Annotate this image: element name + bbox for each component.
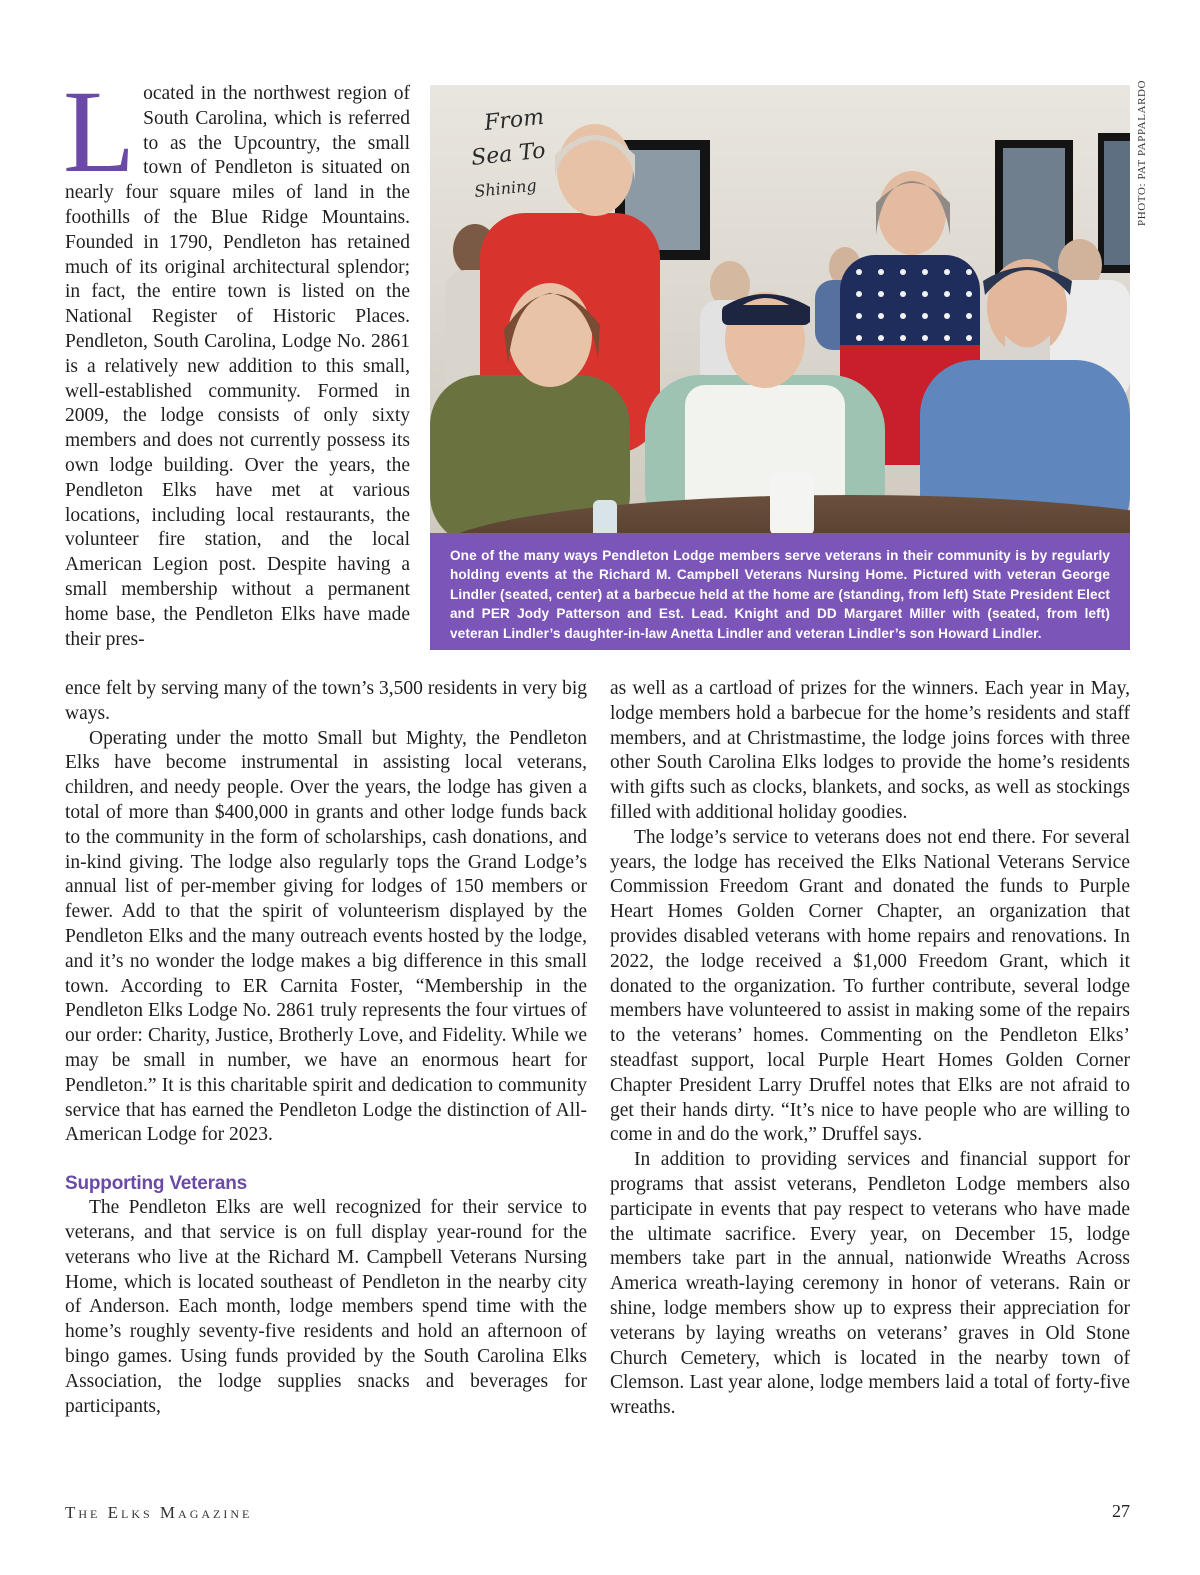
paragraph-4: The lodge’s service to veterans does not end there. For several years, the lodge has received the Elks National Veterans Service Commission Freedom Grant and donated the funds to Purple Heart Homes Golden Corner Chapter, an organization that provides disabled veterans with home repairs and renovations. In 2022, the lodge received a $1,000 Freedom Grant, which it donated to the organization. To further contribute, several lodge members have volunteered to assist in making some of the repairs to the veterans’ homes. Commenting on the Pendleton Elks’ steadfast support, local Purple Heart Homes Golden Corner Chapter President Larry Druffel notes that Elks are not afraid to get their hands dirty. “It’s nice to have people who are willing to come in and do the work,” Druffel says. — [610, 826, 1130, 1146]
lead-text-block — [63, 66, 410, 652]
photo-credit-text: PHOTO: PAT PAPPALARDO — [1136, 79, 1148, 226]
lead-paragraph — [63, 66, 410, 652]
article-photo — [430, 85, 1130, 533]
left-column — [65, 677, 587, 1419]
lead-paragraph-end: ence felt by serving many of the town’s 3,500 residents in very big ways. — [65, 678, 587, 724]
photo-credit — [1136, 79, 1150, 226]
photo-illustration — [430, 85, 1130, 533]
right-column — [610, 677, 1130, 1421]
footer-magazine-title: The Elks Magazine — [65, 1503, 253, 1522]
footer-page-number: 27 — [1112, 1501, 1130, 1521]
paragraph-3-continued: as well as a cartload of prizes for the winners. Each year in May, lodge members hold a barbecue for the home’s residents and staff members, and at Christmastime, the lodge joins forces with three other South Carolina Elks lodges to provide the home’s residents with gifts such as clocks, blankets, and socks, as well as stockings filled with additional holiday goodies. — [610, 678, 1130, 823]
svg-text:From: From — [483, 104, 546, 136]
svg-text:Sea To: Sea To — [470, 138, 547, 171]
lead-paragraph-text: ocated in the northwest region of South Carolina, which is referred to as the Upcountry, the small town of Pendleton is situated on nearly four square miles of land in the foothills of the Blue Ridge Mountains. Founded in 1790, Pendleton has retained much of its original architectural splendor; in fact, the entire town is listed on the National Register of Historic Places. Pendleton, South Carolina, Lodge No. 2861 is a relatively new addition to this small, well-established community. Formed in 2009, the lodge consists of only sixty members and does not currently possess its own lodge building. Over the years, the Pendleton Elks have met at various locations, including local restaurants, the volunteer fire station, and the local American Legion post. Despite having a small membership without a permanent home base, the Pendleton Elks have made their pres- — [65, 83, 410, 650]
paragraph-3: The Pendleton Elks are well recognized for their service to veterans, and that service is on full display year-round for the veterans who live at the Richard M. Campbell Veterans Nursing Home, which is located southeast of Pendleton in the nearby city of Anderson. Each month, lodge members spend time with the home’s roughly seventy-five residents and hold an afternoon of bingo games. Using funds provided by the South Carolina Elks Association, the lodge supplies snacks and beverages for participants, — [65, 1197, 587, 1417]
svg-text:Shining: Shining — [473, 175, 538, 201]
paragraph-5: In addition to providing services and financial support for programs that assist veterans, Pendleton Lodge members also participate in events that pay respect to veterans who have made the ultimate sacrifice. Every year, on December 15, lodge members take part in the annual, nationwide Wreaths Across America wreath-laying ceremony in honor of veterans. Rain or shine, lodge members show up to express their appreciation for veterans by laying wreaths on veterans’ graves in Old Stone Church Cemetery, which is located in the nearby town of Clemson. Last year alone, lodge members laid a total of forty-five wreaths. — [610, 1149, 1130, 1419]
drop-cap: L — [63, 66, 136, 197]
photo-caption: One of the many ways Pendleton Lodge members serve veterans in their community is by regularly holding events at the Richard M. Campbell Veterans Nursing Home. Pictured with veteran George Lindler (seated, center) at a barbecue held at the home are (standing, from left) State President Elect and PER Jody Patterson and Est. Lead. Knight and DD Margaret Miller with (seated, from left) veteran Lindler’s daughter-in-law Anetta Lindler and veteran Lindler’s son Howard Lindler. — [430, 533, 1130, 650]
subhead-supporting-veterans: Supporting Veterans — [65, 1173, 248, 1195]
paragraph-2: Operating under the motto Small but Mighty, the Pendleton Elks have become instrumental in assisting local veterans, children, and needy people. Over the years, the lodge has given a total of more than $400,000 in grants and other lodge funds back to the community in the form of scholarships, cash donations, and in-kind giving. The lodge also regularly tops the Grand Lodge’s annual list of per-member giving for lodges of 150 members or fewer. Add to that the spirit of volunteerism displayed by the Pendleton Elks and the many outreach events hosted by the lodge, and it’s no wonder the lodge makes a big difference in this small town. According to ER Carnita Foster, “Membership in the Pendleton Elks Lodge No. 2861 truly represents the four virtues of our order: Charity, Justice, Brotherly Love, and Fidelity. While we may be small in number, we have an enormous heart for Pendleton.” It is this charitable spirit and dedication to community service that has earned the Pendleton Lodge the distinction of All-American Lodge for 2023. — [65, 727, 587, 1146]
